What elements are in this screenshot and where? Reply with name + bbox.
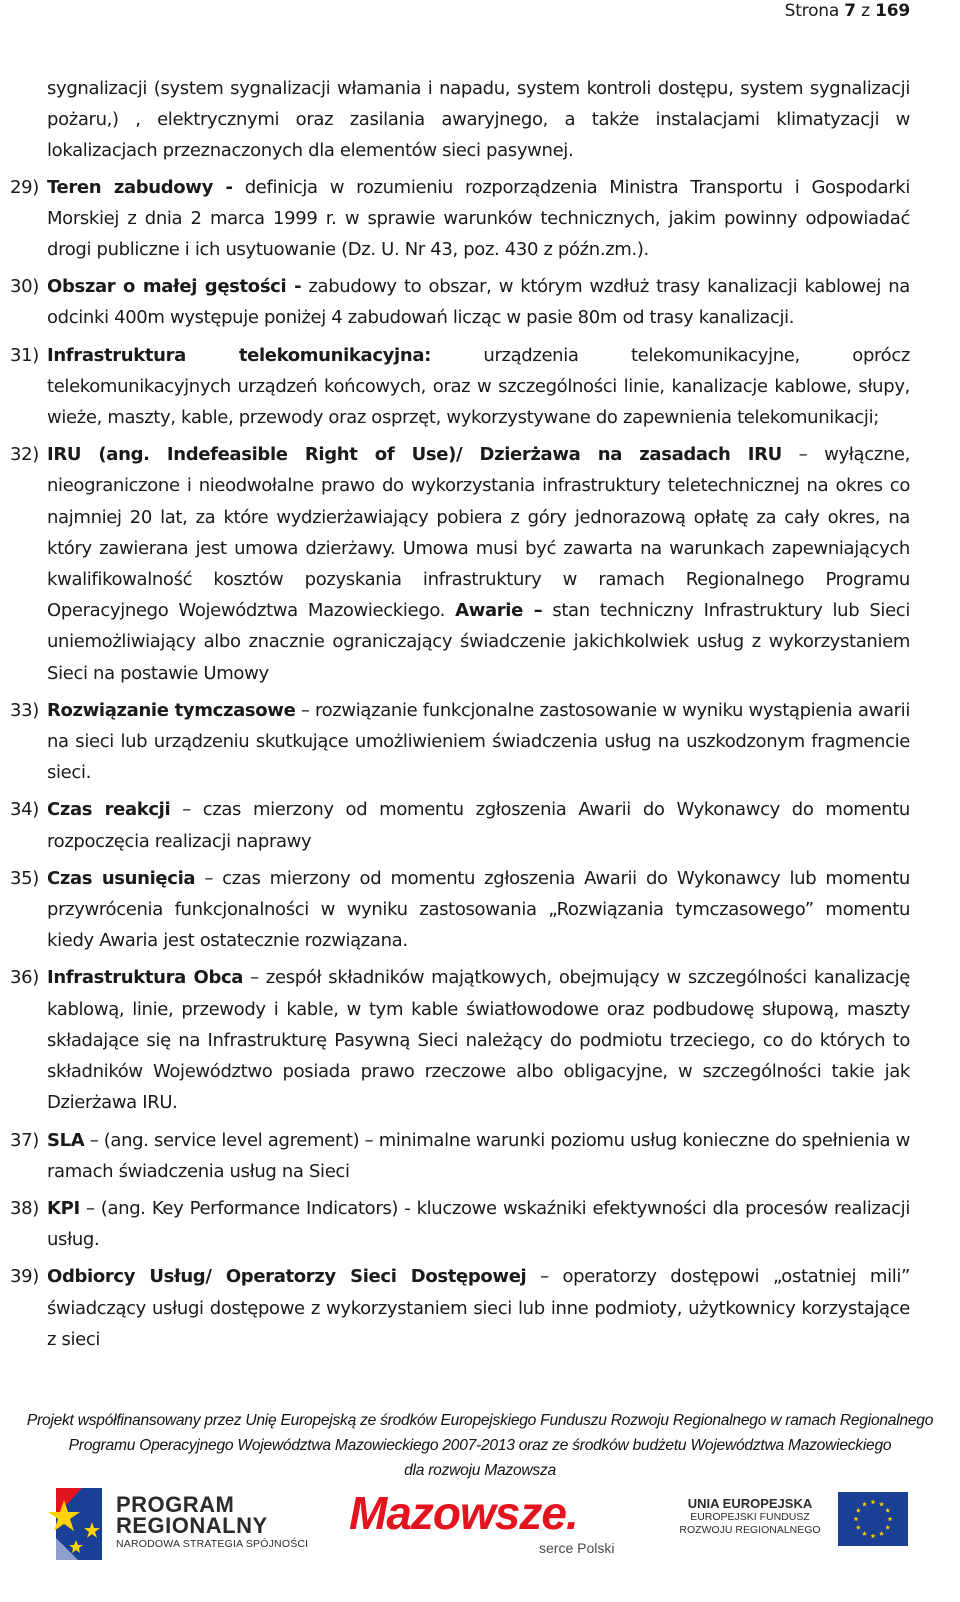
definition-term: Infrastruktura Obca — [47, 967, 244, 989]
definition-32 — [10, 439, 910, 689]
definition-term: Infrastruktura telekomunikacyjna: — [47, 344, 431, 366]
intro-paragraph: sygnalizacji (system sygnalizacji włamania i napadu, system kontroli dostępu, system sygnalizacji pożaru,) , elektrycznymi oraz zasilania awaryjnego, a także instalacjami klimatyzacji w lokalizacjach przeznaczonych dla elementów sieci pasywnej. — [47, 78, 910, 162]
definition-30 — [10, 271, 910, 333]
page-number — [785, 0, 910, 22]
footer-line-2: Programu Operacyjnego Województwa Mazowieckiego 2007-2013 oraz ze środków budżetu Województwa Mazowieckiego — [68, 1437, 892, 1454]
definition-term: Obszar o małej gęstości - — [47, 276, 302, 298]
program-regionalny-logo — [42, 1478, 312, 1574]
definition-term-awarie: Awarie – — [455, 600, 543, 622]
definition-term: Czas usunięcia — [47, 867, 196, 889]
definition-39 — [10, 1261, 910, 1355]
definition-number: 37) — [10, 1129, 39, 1151]
definition-text: urządzenia telekomunikacyjne, oprócz telekomunikacyjnych urządzeń końcowych, oraz w szczególności linie, kanalizacje kablowe, słupy, wieże, maszty, kable, przewody oraz osprzęt, wykorzystywane do zapewnienia telekomunikacji; — [47, 344, 910, 429]
eu-logo-text: UNIA EUROPEJSKA EUROPEJSKI FUNDUSZ ROZWOJU REGIONALNEGO — [679, 1496, 821, 1536]
definition-text: – operatorzy dostępowi „ostatniej mili” świadczący usługi dostępowe z wykorzystaniem sieci lub inne podmioty, użytkownicy korzystające z sieci — [47, 1266, 910, 1350]
page-total: 169 — [875, 1, 910, 21]
document-body — [10, 73, 910, 1361]
definition-term: Teren zabudowy - — [47, 176, 233, 198]
definition-31 — [10, 340, 910, 434]
definition-number: 36) — [10, 967, 39, 989]
definition-text: – czas mierzony od momentu zgłoszenia Awarii do Wykonawcy do momentu rozpoczęcia realizacji naprawy — [47, 799, 910, 852]
definition-text: – rozwiązanie funkcjonalne zastosowanie w wyniku wystąpienia awarii na sieci lub urządzeniu skutkujące umożliwieniem świadczenia usług na uszkodzonym fragmencie sieci. — [47, 699, 910, 784]
definition-number: 30) — [10, 276, 39, 298]
footer-line-1: Projekt współfinansowany przez Unię Europejską ze środków Europejskiego Funduszu Rozwoju Regionalnego w ramach Regionalnego — [26, 1412, 934, 1429]
mazowsze-wordmark: Mazowsze. — [349, 1487, 578, 1539]
definition-number: 38) — [10, 1197, 39, 1219]
definition-term: Rozwiązanie tymczasowe — [47, 699, 296, 721]
definition-35 — [10, 863, 910, 957]
definition-term: Czas reakcji — [47, 799, 171, 821]
definition-text-awarie: stan techniczny Infrastruktury lub Sieci uniemożliwiający albo znacznie ograniczający świadczenie jakichkolwiek usług z wykorzystaniem Sieci na postawie Umowy — [47, 600, 910, 684]
definition-36 — [10, 962, 910, 1118]
definition-number: 33) — [10, 699, 39, 721]
definition-text: – (ang. Key Performance Indicators) - kluczowe wskaźniki efektywności dla procesów realizacji usług. — [47, 1197, 910, 1251]
mazowsze-logo — [345, 1486, 630, 1596]
definition-term: Odbiorcy Usług/ Operatorzy Sieci Dostępowej — [47, 1266, 527, 1288]
definition-number: 32) — [10, 444, 39, 466]
page-separator: z — [861, 1, 870, 21]
page-current: 7 — [844, 1, 856, 21]
eu-logo — [670, 1492, 910, 1562]
definition-term: SLA — [47, 1129, 85, 1151]
definition-number: 39) — [10, 1266, 39, 1288]
definition-34 — [10, 794, 910, 856]
definition-29 — [10, 172, 910, 266]
star-flag-icon — [42, 1482, 106, 1564]
mazowsze-tagline: serce Polski — [539, 1540, 615, 1556]
definition-text: – zespół składników majątkowych, obejmujący w szczególności kanalizację kablową, linie, przewody i kable, w tym kable światłowodowe oraz podbudowę słupową, maszty składające się na Infrastrukturę Pasywną Sieci należący do podmiotu trzeciego, co do których to składników Województwo posiada prawo rzeczowe albo obligacyjne, w szczególności takie jak Dzierżawa IRU. — [47, 967, 910, 1114]
definition-number: 34) — [10, 799, 39, 821]
definition-33 — [10, 695, 910, 789]
footer-logos — [0, 1478, 960, 1602]
definition-number: 29) — [10, 176, 39, 198]
definition-term: KPI — [47, 1197, 80, 1219]
footer-funding-note — [0, 1408, 960, 1483]
definition-37 — [10, 1125, 910, 1187]
definition-text: zabudowy to obszar, w którym wzdłuż trasy kanalizacji kablowej na odcinki 400m występuje poniżej 4 zabudowań licząc w pasie 80m od trasy kanalizacji. — [47, 276, 910, 329]
definition-text: definicja w rozumieniu rozporządzenia Ministra Transportu i Gospodarki Morskiej z dnia 2 marca 1999 r. w sprawie warunków technicznych, jakim powinny odpowiadać drogi publiczne i ich usytuowanie (Dz. U. Nr 43, poz. 430 z późn.zm.). — [47, 176, 911, 261]
definition-number: 35) — [10, 867, 39, 889]
definition-38 — [10, 1193, 910, 1255]
definition-text: – (ang. service level agrement) – minimalne warunki poziomu usług konieczne do spełnienia w ramach świadczenia usług na Sieci — [47, 1129, 910, 1182]
definition-term: IRU (ang. Indefeasible Right of Use)/ Dzierżawa na zasadach IRU — [47, 444, 782, 466]
program-regionalny-text: PROGRAM REGIONALNY NARODOWA STRATEGIA SPÓJNOŚCI — [116, 1492, 309, 1550]
eu-flag-icon — [838, 1492, 908, 1546]
footer-line-3: dla rozwoju Mazowsza — [404, 1462, 556, 1479]
definition-number: 31) — [10, 344, 39, 366]
definition-text: – wyłączne, nieograniczone i nieodwołalne prawo do wykorzystania infrastruktury teletechnicznej na okres co najmniej 20 lat, za które wydzierżawiający pobiera z góry jednorazową opłatę za cały okres, na który zawierana jest umowa dzierżawy. Umowa musi być zawarta na warunkach zapewniających kwalifikowalność kosztów pozyskania infrastruktury w ramach Regionalnego Programu Operacyjnego Województwa Mazowieckiego. — [47, 444, 911, 622]
page-prefix: Strona — [784, 1, 840, 21]
definition-text: – czas mierzony od momentu zgłoszenia Awarii do Wykonawcy lub momentu przywrócenia funkcjonalności w wyniku zastosowania „Rozwiązania tymczasowego” momentu kiedy Awaria jest ostatecznie rozwiązana. — [47, 867, 910, 952]
